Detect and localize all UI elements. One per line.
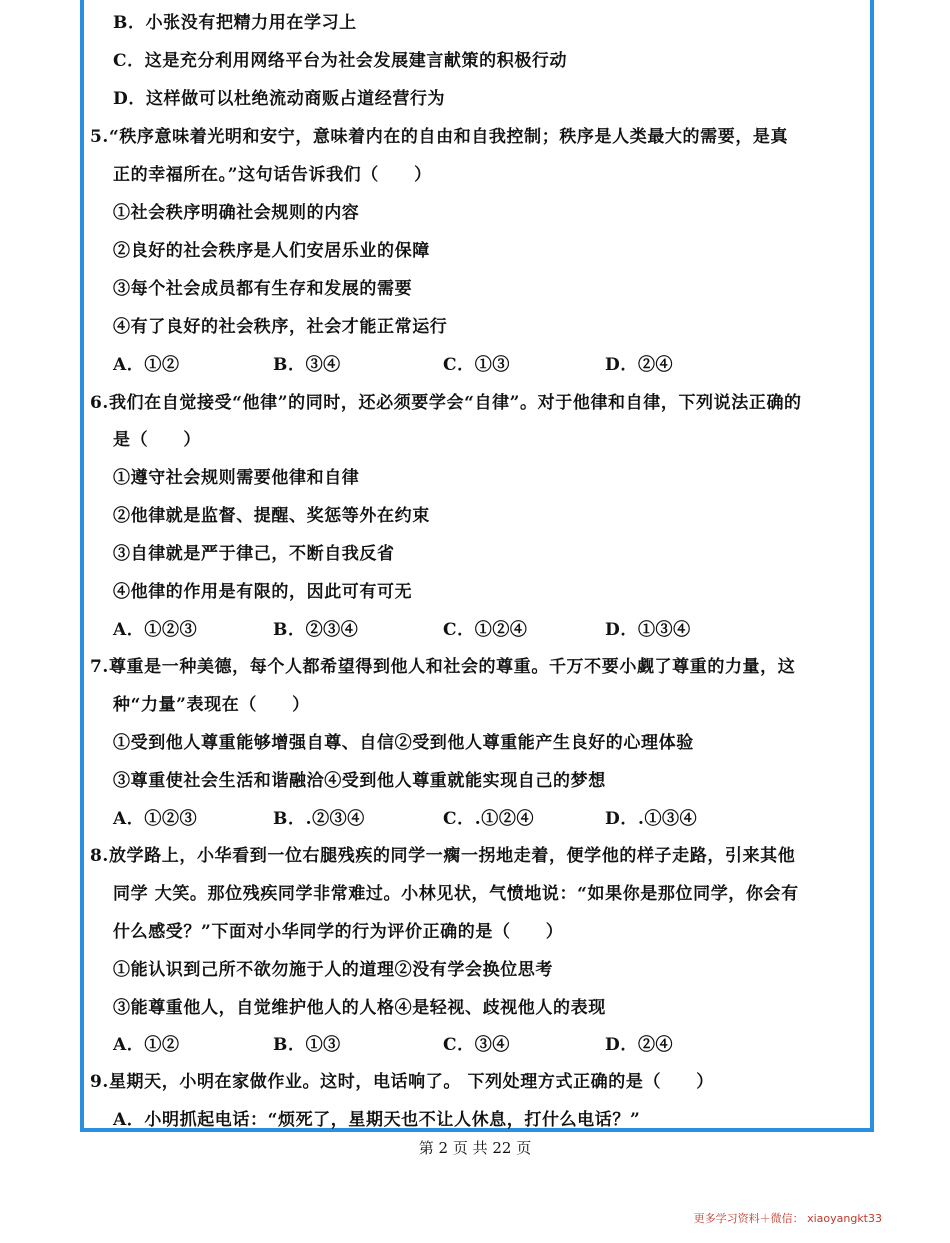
statement-item: ②他律就是监督、提醒、奖惩等外在约束 xyxy=(113,506,430,526)
answer-options xyxy=(113,807,833,831)
statement-item: ①社会秩序明确社会规则的内容 xyxy=(113,203,360,223)
text-line: D．这样做可以杜绝流动商贩占道经营行为 xyxy=(113,89,446,109)
statement-item: ③能尊重他人，自觉维护他人的人格④是轻视、歧视他人的表现 xyxy=(113,998,606,1018)
option-d: D．.①③④ xyxy=(605,809,698,829)
statement-item: ④他律的作用是有限的，因此可有可无 xyxy=(113,582,413,602)
statement-item: ①能认识到己所不欲勿施于人的道理②没有学会换位思考 xyxy=(113,960,553,980)
answer-options xyxy=(113,353,833,377)
option-a: A．①②③ xyxy=(113,809,198,829)
text-line: C．这是充分利用网络平台为社会发展建言献策的积极行动 xyxy=(113,51,568,71)
statement-item: ①受到他人尊重能够增强自尊、自信②受到他人尊重能产生良好的心理体验 xyxy=(113,733,694,753)
question-stem: 6.我们在自觉接受“他律”的同时，还必须要学会“自律”。对于他律和自律，下列说法正确的 xyxy=(90,393,802,413)
option-c: C．①③ xyxy=(443,355,510,375)
answer-option-a: A．小明抓起电话：“烦死了，星期天也不让人休息，打什么电话？” xyxy=(113,1110,641,1130)
question-stem: 7.尊重是一种美德，每个人都希望得到他人和社会的尊重。千万不要小觑了尊重的力量，这 xyxy=(90,657,796,677)
answer-options xyxy=(113,1033,833,1057)
question-stem: 正的幸福所在。”这句话告诉我们（ ） xyxy=(113,165,432,185)
question-stem: 是（ ） xyxy=(113,430,201,450)
statement-item: ④有了良好的社会秩序，社会才能正常运行 xyxy=(113,317,448,337)
promo-text: 更多学习资料＋微信： xiaoyangkt33 xyxy=(693,1212,882,1225)
statement-item: ①遵守社会规则需要他律和自律 xyxy=(113,468,360,488)
option-b: B．.②③④ xyxy=(273,809,365,829)
question-stem: 8.放学路上，小华看到一位右腿残疾的同学一瘸一拐地走着，便学他的样子走路，引来其他 xyxy=(90,846,796,866)
question-stem: 9.星期天，小明在家做作业。这时，电话响了。 下列处理方式正确的是（ ） xyxy=(90,1072,714,1092)
option-b: B．②③④ xyxy=(273,620,359,640)
option-d: D．②④ xyxy=(605,1035,674,1055)
option-c: C．①②④ xyxy=(443,620,528,640)
option-a: A．①② xyxy=(113,1035,180,1055)
option-b: B．①③ xyxy=(273,1035,341,1055)
option-c: C．③④ xyxy=(443,1035,510,1055)
statement-item: ③每个社会成员都有生存和发展的需要 xyxy=(113,279,413,299)
page-number: 第 2 页 共 22 页 xyxy=(418,1139,532,1157)
question-stem: 什么感受？”下面对小华同学的行为评价正确的是（ ） xyxy=(113,922,564,942)
text-line: B．小张没有把精力用在学习上 xyxy=(113,13,357,33)
option-a: A．①②③ xyxy=(113,620,198,640)
question-stem: 同学 大笑。那位残疾同学非常难过。小林见状，气愤地说：“如果你是那位同学，你会有 xyxy=(113,884,799,904)
statement-item: ③自律就是严于律己，不断自我反省 xyxy=(113,544,395,564)
statement-item: ③尊重使社会生活和谐融洽④受到他人尊重就能实现自己的梦想 xyxy=(113,771,606,791)
statement-item: ②良好的社会秩序是人们安居乐业的保障 xyxy=(113,241,430,261)
answer-options xyxy=(113,618,833,642)
option-d: D．②④ xyxy=(605,355,674,375)
question-stem: 种“力量”表现在（ ） xyxy=(113,695,310,715)
option-d: D．①③④ xyxy=(605,620,691,640)
question-stem: 5.“秩序意味着光明和安宁，意味着内在的自由和自我控制；秩序是人类最大的需要，是真 xyxy=(90,127,789,147)
option-b: B．③④ xyxy=(273,355,341,375)
option-c: C．.①②④ xyxy=(443,809,535,829)
option-a: A．①② xyxy=(113,355,180,375)
